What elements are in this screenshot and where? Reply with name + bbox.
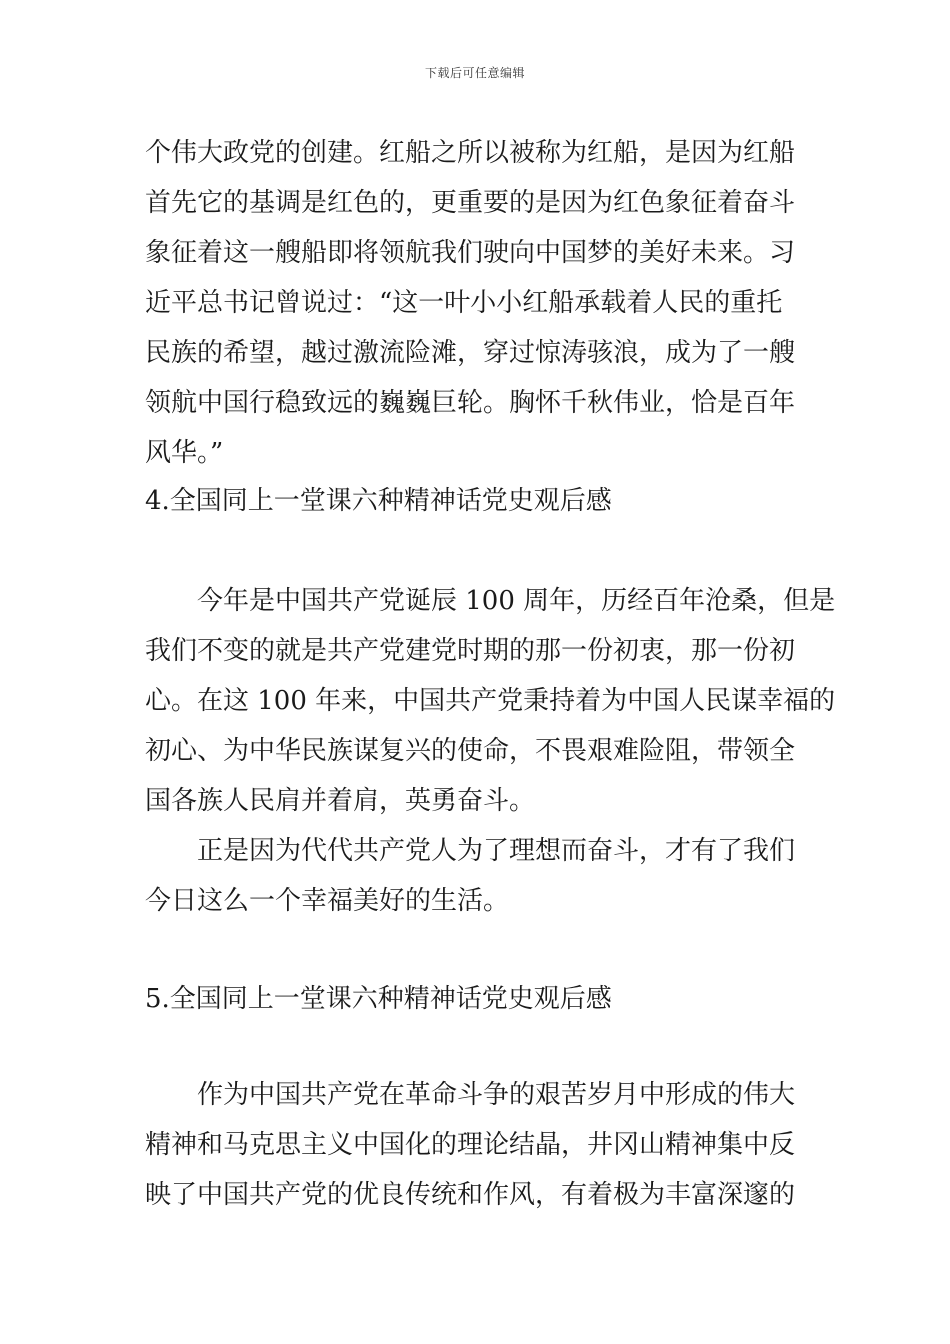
paragraph-line: 领航中国行稳致远的巍巍巨轮。胸怀千秋伟业，恰是百年	[145, 388, 796, 418]
paragraph-line: 个伟大政党的创建。红船之所以被称为红船，是因为红船	[145, 138, 796, 168]
paragraph-line: 象征着这一艘船即将领航我们驶向中国梦的美好未来。习	[145, 238, 796, 268]
paragraph-line: 国各族人民肩并着肩，英勇奋斗。	[145, 786, 536, 816]
paragraph-line: 心。在这 100 年来，中国共产党秉持着为中国人民谋幸福的	[145, 686, 836, 716]
paragraph-line: 民族的希望，越过激流险滩，穿过惊涛骇浪，成为了一艘	[145, 338, 796, 368]
section-heading-5: 5.全国同上一堂课六种精神话党史观后感	[145, 984, 612, 1014]
paragraph-line: 映了中国共产党的优良传统和作风，有着极为丰富深邃的	[145, 1180, 796, 1210]
section-heading-4: 4.全国同上一堂课六种精神话党史观后感	[145, 486, 612, 516]
paragraph-line: 首先它的基调是红色的，更重要的是因为红色象征着奋斗	[145, 188, 796, 218]
paragraph-line: 风华。”	[145, 438, 224, 468]
paragraph-line: 精神和马克思主义中国化的理论结晶，井冈山精神集中反	[145, 1130, 796, 1160]
paragraph-line: 初心、为中华民族谋复兴的使命，不畏艰难险阻，带领全	[145, 736, 796, 766]
paragraph-line: 作为中国共产党在革命斗争的艰苦岁月中形成的伟大	[197, 1080, 796, 1110]
paragraph-line: 近平总书记曾说过：“这一叶小小红船承载着人民的重托	[145, 288, 783, 318]
paragraph-line: 今日这么一个幸福美好的生活。	[145, 886, 510, 916]
paragraph-line: 今年是中国共产党诞辰 100 周年，历经百年沧桑，但是	[197, 586, 836, 616]
page-header: 下载后可任意编辑	[424, 66, 525, 80]
paragraph-line: 正是因为代代共产党人为了理想而奋斗，才有了我们	[197, 836, 796, 866]
paragraph-line: 我们不变的就是共产党建党时期的那一份初衷，那一份初	[145, 636, 796, 666]
